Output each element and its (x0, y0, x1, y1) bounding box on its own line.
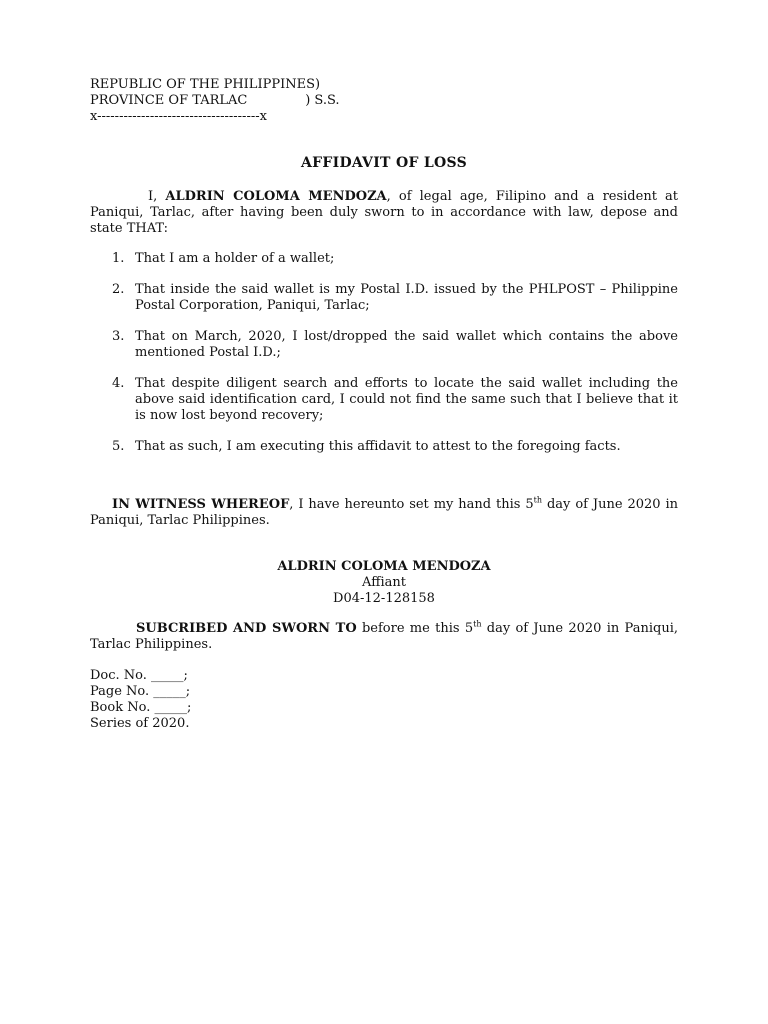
witness-text-1: , I have hereunto set my hand this 5 (289, 497, 534, 512)
jurat-text-1: before me this 5 (356, 621, 474, 636)
book-number: Book No. _____; (90, 700, 192, 715)
notarial-register (90, 668, 191, 732)
item-number: 2. (112, 282, 125, 297)
list-item (90, 282, 678, 314)
item-text: That despite diligent search and efforts to locate the said wallet including the above said identification card, I could not find the same such that I believe that it is now lost beyond recovery; (135, 376, 678, 423)
item-number: 5. (112, 439, 125, 454)
intro-paragraph (90, 189, 678, 237)
item-text: That as such, I am executing this affidavit to attest to the foregoing facts. (135, 439, 621, 454)
affiant-name: ALDRIN COLOMA MENDOZA (277, 559, 491, 574)
list-item (90, 251, 678, 267)
intro-lead: I, (148, 189, 166, 204)
witness-text-2: day of June 2020 in Paniqui, Tarlac Philippines. (90, 497, 678, 528)
item-text: That inside the said wallet is my Postal I.D. issued by the PHLPOST – Philippine Postal Corporation, Paniqui, Tarlac; (135, 282, 678, 313)
affiant-name-inline: ALDRIN COLOMA MENDOZA (165, 189, 387, 204)
series-year: Series of 2020. (90, 716, 190, 731)
item-text: That on March, 2020, I lost/dropped the said wallet which contains the above mentioned Postal I.D.; (135, 329, 678, 360)
jurat-text-2: day of June 2020 in Paniqui, Tarlac Philippines. (90, 621, 678, 652)
item-number: 1. (112, 251, 125, 266)
item-number: 3. (112, 329, 125, 344)
doc-number: Doc. No. _____; (90, 668, 188, 683)
caption-province: PROVINCE OF TARLAC ) S.S. (90, 93, 340, 108)
list-item (90, 329, 678, 361)
signature-block (0, 559, 768, 607)
document-caption (90, 77, 340, 125)
caption-divider: x-------------------------------------x (90, 109, 267, 124)
jurat-paragraph (90, 621, 678, 653)
witness-heading: IN WITNESS WHEREOF (112, 497, 290, 512)
document-title: AFFIDAVIT OF LOSS (300, 155, 468, 171)
list-item (90, 376, 678, 424)
page-number: Page No. _____; (90, 684, 191, 699)
item-number: 4. (112, 376, 125, 391)
caption-republic: REPUBLIC OF THE PHILIPPINES) (90, 77, 321, 92)
jurat-heading: SUBCRIBED AND SWORN TO (136, 621, 357, 636)
intro-text: , of legal age, Filipino and a resident at Paniqui, Tarlac, after having been duly sworn to in accordance with law, depose and state THAT: (90, 189, 679, 236)
witness-ordinal: th (533, 495, 543, 505)
jurat-ordinal: th (473, 619, 482, 629)
statement-list (90, 251, 678, 470)
list-item (90, 439, 678, 455)
item-text: That I am a holder of a wallet; (135, 251, 335, 266)
witness-paragraph (90, 497, 678, 529)
affiant-id-number: D04-12-128158 (333, 591, 435, 606)
affiant-role: Affiant (362, 575, 406, 590)
